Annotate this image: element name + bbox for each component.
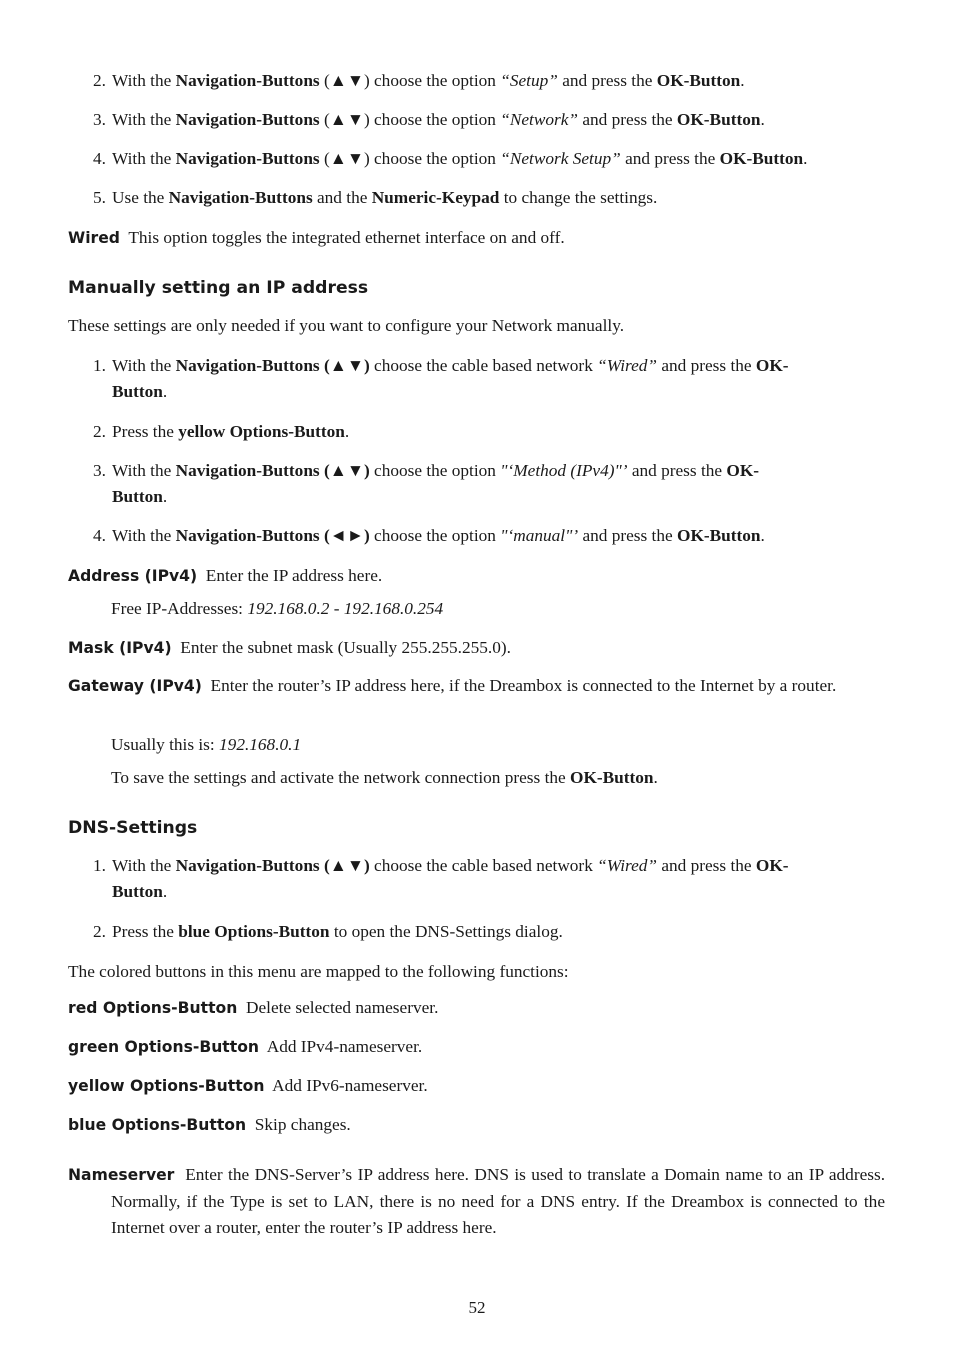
definition-term: blue Options-Button	[68, 1116, 247, 1134]
list-item-text: With the Navigation-Buttons (▲▼) choose the option “Network Setup” and press the OK-Button.	[112, 149, 808, 168]
definition-term: Mask (IPv4)	[68, 639, 172, 657]
list-item-text: With the Navigation-Buttons (▲▼) choose the option “Network” and press the OK-Button.	[112, 110, 765, 129]
definition-mask	[68, 635, 885, 662]
section-heading-dns: DNS-Settings	[68, 818, 198, 838]
definition-text: Enter the DNS-Server’s IP address here. DNS is used to translate a Domain name to an IP address. Normally, if the Type is set to LAN, there is no need for a DNS entry. If the Dreambox is connected to the Internet over a router, enter the router’s IP address here.	[111, 1165, 886, 1237]
list-item-text: With the Navigation-Buttons (▲▼) choose the option "‘Method (IPv4)"’ and press the OK- Button.	[112, 461, 760, 506]
definition-term: green Options-Button	[68, 1038, 260, 1056]
list-item-text: With the Navigation-Buttons (◄►) choose the option "‘manual"’ and press the OK-Button.	[112, 526, 765, 545]
definition-yellow-button	[68, 1073, 885, 1100]
list-item-text: Use the Navigation-Buttons and the Numeric-Keypad to change the settings.	[112, 188, 658, 207]
gateway-usually: Usually this is: 192.168.0.1	[111, 735, 302, 754]
list-item-text: With the Navigation-Buttons (▲▼) choose the option “Setup” and press the OK-Button.	[112, 71, 745, 90]
definition-text: Delete selected nameserver.	[246, 998, 439, 1017]
definition-term: Address (IPv4)	[68, 567, 198, 585]
definition-term: Wired	[68, 229, 120, 247]
definition-text: Enter the subnet mask (Usually 255.255.255.0).	[180, 638, 511, 657]
colored-buttons-intro: The colored buttons in this menu are mapped to the following functions:	[68, 962, 569, 981]
list-item-text: With the Navigation-Buttons (▲▼) choose the cable based network “Wired” and press the OK- Button.	[112, 856, 789, 901]
definition-text: Add IPv6-nameserver.	[272, 1076, 428, 1095]
definition-term: Gateway (IPv4)	[68, 677, 202, 695]
list-item-text: Press the blue Options-Button to open the DNS-Settings dialog.	[112, 922, 563, 941]
definition-term: yellow Options-Button	[68, 1077, 265, 1095]
definition-text: Enter the router’s IP address here, if the Dreambox is connected to the Internet by a router.	[210, 676, 837, 695]
list-item-text: Press the yellow Options-Button.	[112, 422, 350, 441]
free-ip-addresses: Free IP-Addresses: 192.168.0.2 - 192.168.0.254	[111, 599, 444, 618]
page-number: 52	[468, 1298, 486, 1317]
definition-term: Nameserver	[68, 1166, 175, 1184]
definition-gateway	[68, 673, 885, 700]
manual-intro: These settings are only needed if you want to configure your Network manually.	[68, 316, 625, 335]
definition-blue-button	[68, 1112, 885, 1139]
definition-text: Enter the IP address here.	[205, 566, 383, 585]
definition-address	[68, 563, 885, 590]
definition-text: Add IPv4-nameserver.	[266, 1037, 423, 1056]
list-item-text: With the Navigation-Buttons (▲▼) choose the cable based network “Wired” and press the OK- Button.	[112, 356, 789, 401]
definition-term: red Options-Button	[68, 999, 238, 1017]
definition-nameserver	[68, 1162, 885, 1242]
definition-text: This option toggles the integrated ethernet interface on and off.	[128, 228, 565, 247]
definition-wired	[68, 225, 885, 252]
definition-text: Skip changes.	[254, 1115, 351, 1134]
gateway-save-note: To save the settings and activate the network connection press the OK-Button.	[111, 768, 658, 787]
definition-green-button	[68, 1034, 885, 1061]
section-heading-manual-ip: Manually setting an IP address	[68, 278, 369, 298]
definition-red-button	[68, 995, 885, 1022]
